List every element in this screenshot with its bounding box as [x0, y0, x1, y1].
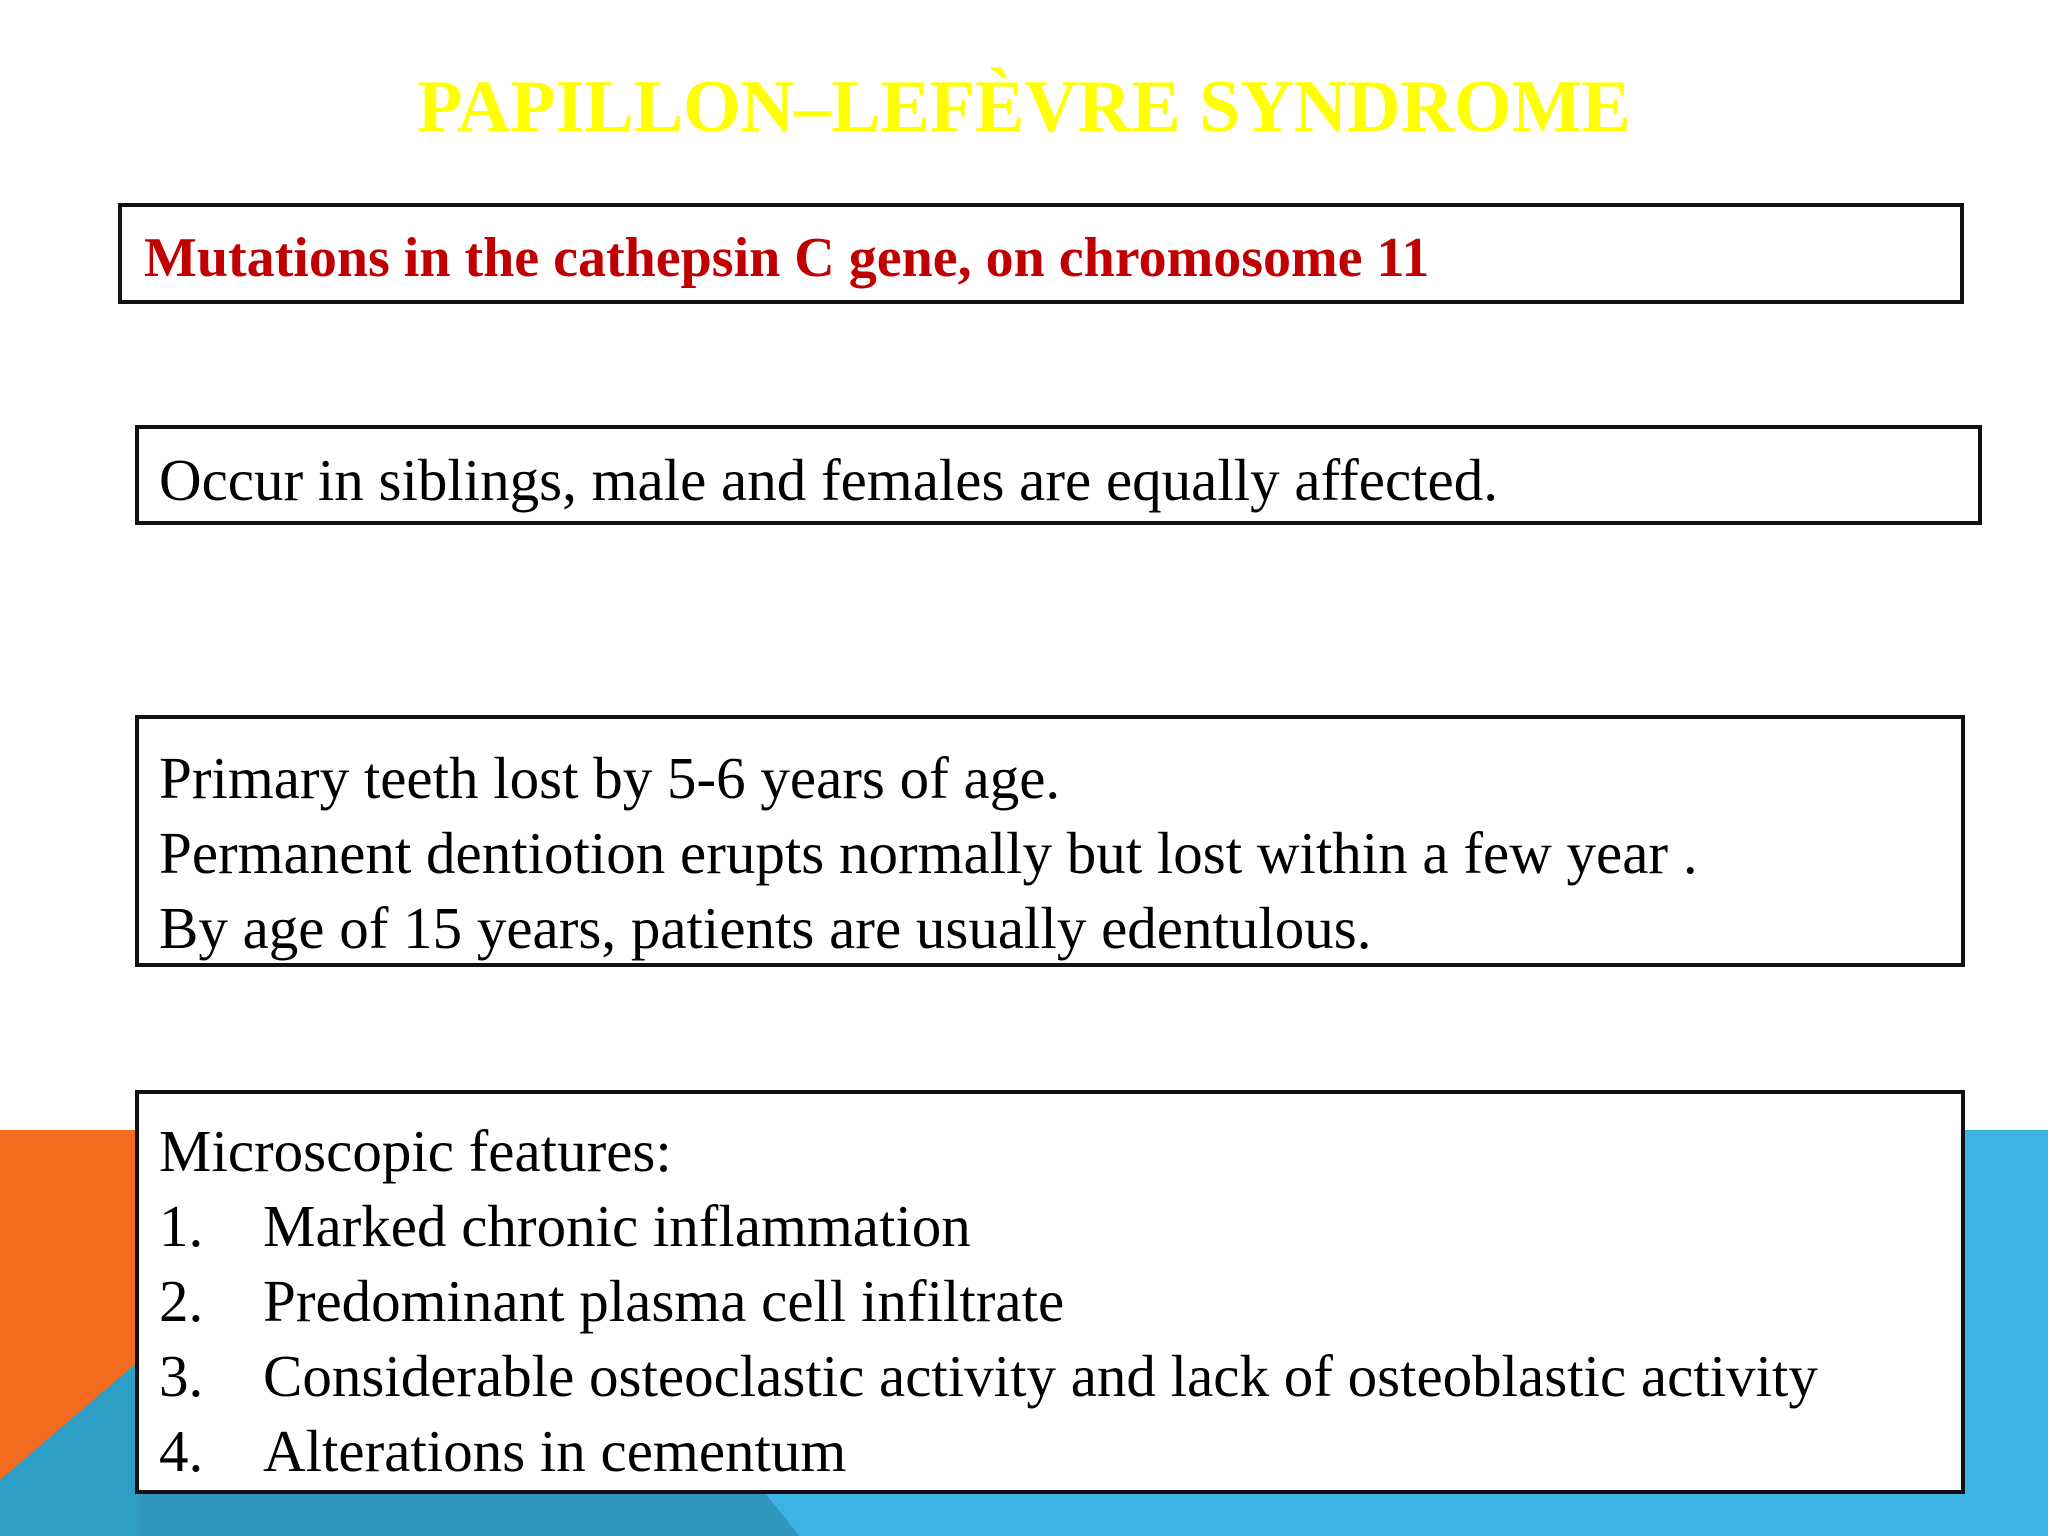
- list-item-text: Alterations in cementum: [263, 1418, 847, 1484]
- list-item-text: Marked chronic inflammation: [263, 1193, 971, 1259]
- list-item-number: 3.: [159, 1343, 204, 1409]
- dentition-line-permanent: Permanent dentiotion erupts normally but lost within a few year .: [159, 820, 1698, 886]
- list-item: [159, 1264, 1961, 1339]
- dentition-line-edentulous: By age of 15 years, patients are usually edentulous.: [159, 895, 1372, 961]
- list-item-number: 1.: [159, 1193, 204, 1259]
- microscopic-heading: Microscopic features:: [159, 1118, 672, 1184]
- genetics-box: [118, 203, 1964, 304]
- occurrence-text: Occur in siblings, male and females are equally affected.: [159, 447, 1498, 513]
- list-item: [159, 1339, 1961, 1414]
- list-item-text: Considerable osteoclastic activity and lack of osteoblastic activity: [263, 1343, 1818, 1409]
- genetics-text: Mutations in the cathepsin C gene, on chromosome 11: [144, 227, 1430, 289]
- list-item: [159, 1414, 1961, 1489]
- occurrence-box: [135, 425, 1982, 525]
- microscopic-features-box: [135, 1090, 1965, 1494]
- list-item: [159, 1189, 1961, 1264]
- slide-title: PAPILLON–LEFÈVRE SYNDROME: [417, 66, 1631, 148]
- dentition-line-primary: Primary teeth lost by 5-6 years of age.: [159, 745, 1061, 811]
- list-item-number: 2.: [159, 1268, 204, 1334]
- list-item-text: Predominant plasma cell infiltrate: [263, 1268, 1065, 1334]
- dentition-box: [135, 715, 1965, 967]
- list-item-number: 4.: [159, 1418, 204, 1484]
